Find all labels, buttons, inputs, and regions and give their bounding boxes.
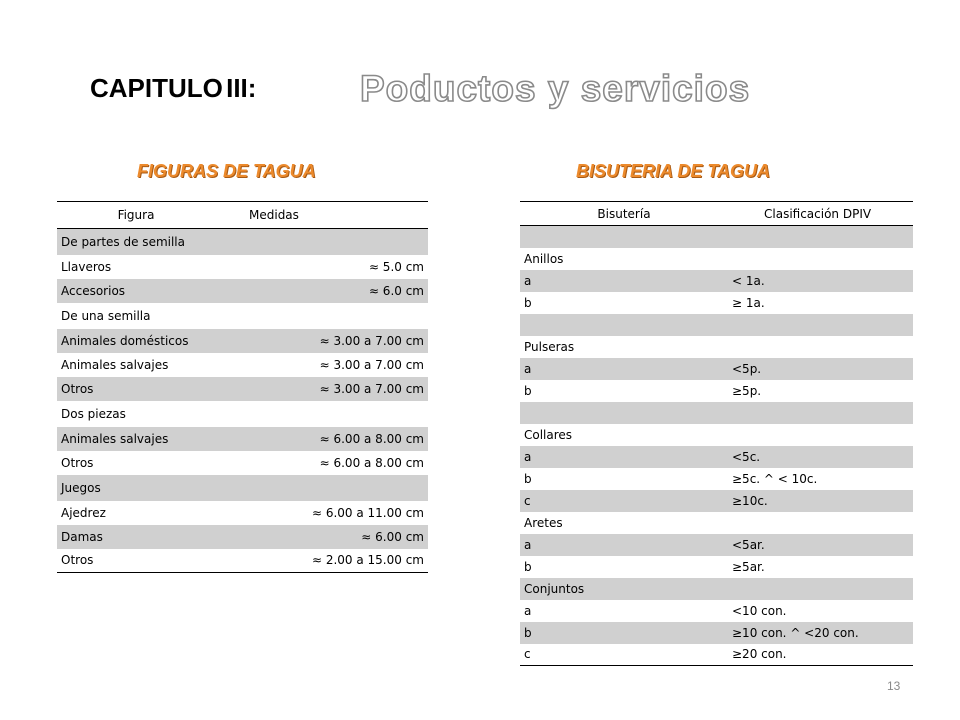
table-row [57, 451, 428, 475]
row-label: Conjuntos [524, 581, 585, 596]
table-row [520, 270, 913, 292]
table-row [520, 336, 913, 358]
row-value: ≈ 3.00 a 7.00 cm [319, 357, 424, 372]
row-label: b [524, 559, 532, 574]
row-label: Animales salvajes [61, 357, 169, 372]
table-row [57, 229, 428, 255]
row-value: ≥10c. [732, 493, 768, 508]
row-value: ≥5ar. [732, 559, 765, 574]
table-row [57, 329, 428, 353]
row-value: <10 con. [732, 603, 787, 618]
column-header-figura: Figura [57, 202, 215, 229]
row-label: Accesorios [61, 283, 126, 298]
row-label: Anillos [524, 251, 564, 266]
column-header-medidas: Medidas [215, 202, 428, 229]
table-row [57, 427, 428, 451]
column-header-clasificacion: Clasificación DPIV [728, 202, 913, 226]
row-label: c [520, 644, 728, 666]
row-value: ≥5c. ^ < 10c. [732, 471, 818, 486]
table-row [57, 279, 428, 303]
table-row [57, 401, 428, 427]
table-row [520, 644, 913, 666]
table-row [520, 578, 913, 600]
row-label: b [524, 471, 532, 486]
row-label: a [524, 537, 532, 552]
table-row [520, 292, 913, 314]
table-row [57, 501, 428, 525]
row-label: Collares [524, 427, 573, 442]
row-label: Llaveros [61, 259, 112, 274]
row-label: Otros [61, 455, 94, 470]
table-row [520, 534, 913, 556]
row-value: ≈ 6.00 a 8.00 cm [319, 431, 424, 446]
row-label [520, 402, 728, 424]
table-row [520, 468, 913, 490]
row-label: Juegos [61, 480, 101, 495]
section-title-bisuteria: BISUTERIA DE TAGUA [576, 161, 771, 181]
table-row [520, 622, 913, 644]
row-value: ≈ 2.00 a 15.00 cm [215, 549, 428, 573]
row-value [728, 578, 913, 600]
table-row [57, 353, 428, 377]
row-value: ≥10 con. ^ <20 con. [732, 625, 859, 640]
row-value: ≥20 con. [728, 644, 913, 666]
row-label: c [524, 493, 531, 508]
row-label: a [524, 361, 532, 376]
row-value: ≈ 6.00 cm [361, 529, 424, 544]
table-row [520, 446, 913, 468]
row-value [215, 401, 428, 427]
row-label: De una semilla [61, 308, 151, 323]
row-label [520, 314, 728, 336]
row-label: b [524, 383, 532, 398]
row-label: De partes de semilla [61, 234, 185, 249]
table-row [520, 490, 913, 512]
row-value: <5p. [732, 361, 762, 376]
row-label [520, 226, 728, 248]
row-value [728, 336, 913, 358]
table-row [520, 226, 913, 248]
table-row [520, 556, 913, 578]
table-row [57, 303, 428, 329]
table-header-row [520, 202, 913, 226]
row-value: <5c. [732, 449, 761, 464]
row-label: a [524, 449, 532, 464]
row-value: < 1a. [732, 273, 765, 288]
row-value [728, 248, 913, 270]
row-label: Ajedrez [61, 505, 106, 520]
row-value [728, 402, 913, 424]
row-label: Damas [61, 529, 103, 544]
table-header-row [57, 202, 428, 229]
figuras-table [57, 201, 428, 573]
table-row [57, 475, 428, 501]
row-value [728, 314, 913, 336]
row-value [728, 226, 913, 248]
page-number: 13 [887, 679, 901, 693]
row-value: ≈ 3.00 a 7.00 cm [319, 381, 424, 396]
row-value: ≥ 1a. [732, 295, 765, 310]
table-row [57, 525, 428, 549]
row-label: Aretes [524, 515, 563, 530]
table-row [520, 380, 913, 402]
row-value [215, 303, 428, 329]
table-row [57, 255, 428, 279]
table-row [57, 377, 428, 401]
row-label: a [524, 273, 532, 288]
row-value: ≈ 3.00 a 7.00 cm [319, 333, 424, 348]
table-row [520, 512, 913, 534]
table-row [520, 358, 913, 380]
row-value: ≥5p. [732, 383, 762, 398]
bisuteria-table [520, 201, 913, 666]
table-row [57, 549, 428, 573]
page-title: Poductos y servicios [360, 68, 751, 109]
table-row [520, 424, 913, 446]
row-label: Pulseras [524, 339, 575, 354]
row-label: b [524, 295, 532, 310]
table-row [520, 402, 913, 424]
row-value: ≈ 5.0 cm [368, 259, 424, 274]
row-value: ≈ 6.00 a 11.00 cm [311, 505, 424, 520]
row-label: a [524, 603, 532, 618]
row-label: Animales domésticos [61, 333, 189, 348]
table-row [520, 248, 913, 270]
row-value [728, 424, 913, 446]
row-value [215, 475, 428, 501]
section-title-figuras: FIGURAS DE TAGUA [137, 161, 316, 181]
column-header-bisuteria: Bisutería [520, 202, 728, 226]
row-label: b [524, 625, 532, 640]
row-value: ≈ 6.0 cm [368, 283, 424, 298]
table-row [520, 314, 913, 336]
chapter-label: CAPITULO III: [90, 73, 257, 103]
row-label: Otros [57, 549, 215, 573]
row-value [728, 512, 913, 534]
row-value: ≈ 6.00 a 8.00 cm [319, 455, 424, 470]
row-label: Animales salvajes [61, 431, 169, 446]
row-value: <5ar. [732, 537, 765, 552]
row-label: Otros [61, 381, 94, 396]
row-label: Dos piezas [61, 406, 126, 421]
table-row [520, 600, 913, 622]
row-value [215, 229, 428, 255]
